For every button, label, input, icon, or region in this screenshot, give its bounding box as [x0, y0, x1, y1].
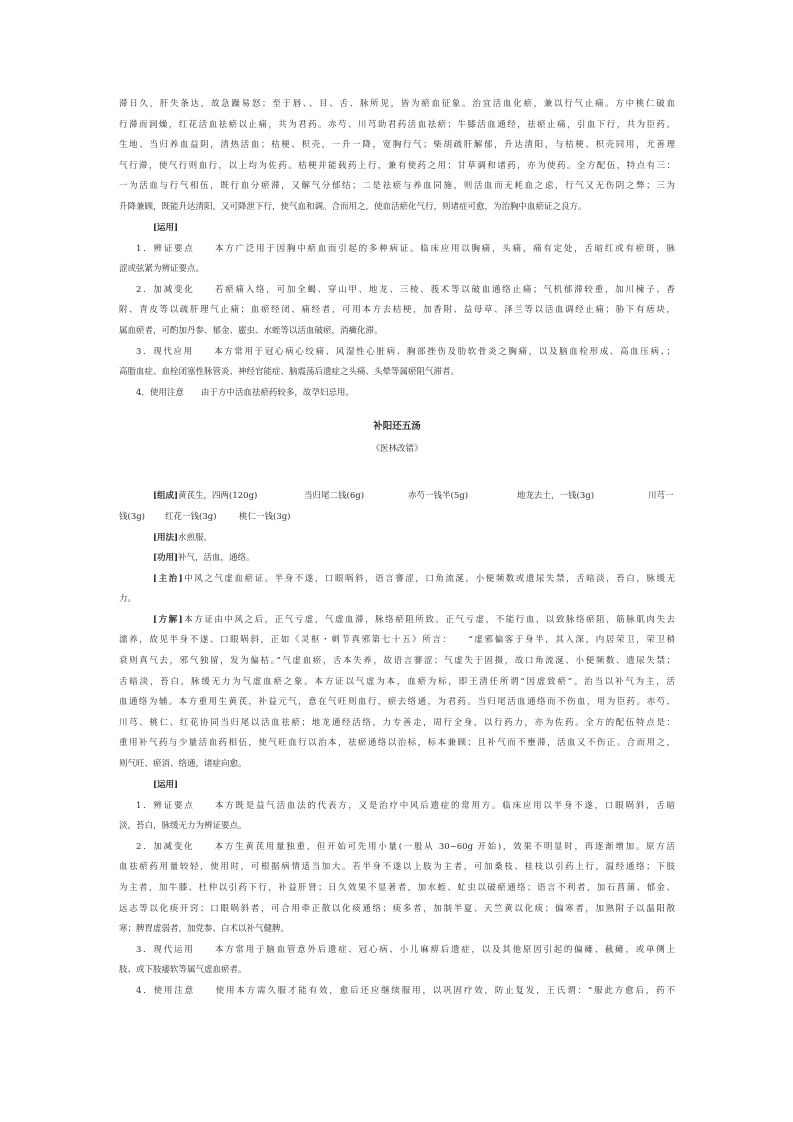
- text-line: 生地、当归养血益阴，清热活血；桔梗、枳壳，一升一降，宽胸行气；柴胡疏肝解郁，升达清阳，与桔梗、枳壳同用，尤善理: [119, 140, 675, 151]
- text-line: 属血瘀者，可酌加丹参、郁金、䗪虫、水蛭等以活血破瘀，消癥化滞。: [119, 325, 383, 336]
- analysis-section: [119, 610, 675, 775]
- text-line: 肢、或下肢痿软等属气虚血瘀者。: [119, 965, 247, 976]
- ingredient: 川芎一: [648, 491, 674, 502]
- text-line: 3．现代应用 本方常用于冠心病心绞痛、风湿性心脏病、胸部挫伤及肋软骨炎之胸痛，以及脑血栓形成、高血压病、；: [136, 346, 675, 357]
- text-line: [119, 569, 675, 590]
- document-page: [119, 94, 675, 1002]
- text-line: 附、青皮等以疏肝理气止痛；血瘀经闭、痛经者，可用本方去桔梗，加香附、益母草、泽兰等以活血调经止痛；胁下有痞块，: [119, 305, 675, 316]
- top-paragraph: [119, 94, 675, 218]
- indication-section: [119, 569, 675, 610]
- usage-method-text: 水煎服。: [178, 532, 213, 543]
- ingredient: 红花一钱(3g): [165, 511, 217, 522]
- text-line: 寒；脾胃虚弱者，加党参、白术以补气健脾。: [119, 924, 290, 935]
- text-line: 川芎、桃仁、红花协同当归尾以活血祛瘀；地龙通经活络，力专善走，周行全身，以行药力，亦为佐药。全方的配伍特点是：: [119, 717, 675, 728]
- text-line: 重用补气药与少量活血药相伍，使气旺血行以治本，祛瘀通络以治标，标本兼顾；且补气而不壅滞，活血又不伤正。合而用之，: [119, 738, 675, 749]
- usage-heading: [运用]: [153, 779, 179, 790]
- text-line: 一为活血与行气相伍，既行血分瘀滞，又解气分郁结；二是祛瘀与养血同施，则活血而无耗血之虑，行气又无伤阴之弊；三为: [119, 181, 675, 192]
- usage-method-label: [用法]: [153, 532, 179, 543]
- analysis-label: [方解]: [153, 614, 183, 625]
- formula-title: 补阳还五汤: [373, 421, 421, 433]
- text-line: 血通络为辅。本方重用生黄芪，补益元气，意在气旺则血行，瘀去络通，为君药。当归尾活血通络而不伤血，用为臣药。赤芍、: [119, 697, 675, 708]
- usage-section-2: [119, 775, 675, 1002]
- text-line: 为主者，加牛膝、杜仲以引药下行，补益肝肾；日久效果不显著者，加水蛭、虻虫以破瘀通络；语言不利者，加石菖蒲、郁金、: [119, 883, 675, 893]
- ingredient: 黄芪生，四两(120g): [178, 491, 258, 502]
- text-line: 1．辨证要点 本方广泛用于因胸中瘀血而引起的多种病证。临床应用以胸痛，头痛，痛有定处，舌暗红或有瘀斑，脉: [136, 243, 675, 254]
- ingredient: 钱(3g): [119, 511, 145, 522]
- text-line: 3．现代运用 本方常用于脑血管意外后遗症、冠心病、小儿麻痹后遗症，以及其他原因引起的偏瘫、截瘫，或单侧上: [136, 944, 675, 955]
- text-line: 远志等以化痰开窍；口眼㖞斜者，可合用牵正散以化痰通络；痰多者，加制半夏、天竺黄以化痰；偏寒者，加熟附子以温阳散: [119, 903, 675, 914]
- text-line: [119, 610, 675, 631]
- indication-text: 中风之气虚血瘀证。半身不遂，口眼㖞斜，语言謇涩，口角流涎，小便频数或遗尿失禁，舌暗淡，苔白，脉缓无: [182, 573, 675, 584]
- text-line: 4．使用注意 由于方中活血祛瘀药较多，故孕妇忌用。: [136, 387, 354, 398]
- text-line: 力。: [119, 594, 137, 605]
- effect-text: 补气，活血，通络。: [178, 553, 255, 564]
- text-line: 则气旺、瘀消、络通，诸症向愈。: [119, 759, 247, 770]
- composition-section: [119, 486, 675, 527]
- text-line: 2．加减变化 若瘀痛入络，可加全蝎、穿山甲、地龙、三棱、莪术等以破血通络止痛；气机郁滞较重，加川楝子、香: [136, 284, 675, 295]
- text-line: 涩或弦紧为辨证要点。: [119, 264, 205, 275]
- usage-heading: [运用]: [153, 222, 179, 233]
- text-line: 滞日久，肝失条达，故急躁易怒；至于唇、、目、舌、脉所见，皆为瘀血征象。治宜活血化瘀，兼以行气止痛。方中桃仁破血: [119, 99, 675, 109]
- text-line: 血祛瘀药用量较轻，使用时，可根据病情适当加大。若半身不遂以上肢为主者，可加桑枝、桂枝以引药上行，温经通络；下肢: [119, 862, 675, 873]
- analysis-text: 本方证由中风之后，正气亏虚，气虚血滞，脉络瘀阻所致。正气亏虚，不能行血，以致脉络瘀阻，筋脉肌肉失去: [182, 614, 675, 625]
- text-line: 2．加减变化 本方生黄芪用量独重，但开始可先用小量(一般从 30~60g 开始)，效果不明显时，再逐渐增加。原方活: [136, 841, 675, 852]
- usage-method-line: [119, 528, 675, 549]
- ingredient: 地龙去土，一钱(3g): [517, 491, 595, 502]
- ingredient: 赤芍一钱半(5g): [408, 491, 469, 502]
- usage-section-1: [119, 218, 675, 404]
- text-line: 高脂血症、血栓闭塞性脉管炎、神经官能症、脑震荡后遗症之头痛、头晕等属瘀阻气滞者。: [119, 367, 460, 378]
- indication-label: [主治]: [153, 573, 183, 584]
- ingredient: 桃仁一钱(3g): [239, 511, 291, 522]
- composition-label: [组成]: [153, 491, 179, 502]
- text-line: 升降兼顾，既能升达清阳，又可降泄下行，使气血和调。合而用之，使血活瘀化气行，则诸症可愈，为治胸中血瘀证之良方。: [119, 201, 587, 212]
- text-line: 1．辨证要点 本方既是益气活血法的代表方，又是治疗中风后遗症的常用方。临床应用以半身不遂，口眼㖞斜，舌暗: [136, 800, 675, 811]
- composition-line: [119, 507, 675, 528]
- composition-line: [119, 486, 675, 507]
- text-line: 4．使用注意 使用本方需久服才能有效，愈后还应继续服用，以巩固疗效，防止复发，王氏谓：“服此方愈后，药不: [136, 985, 675, 996]
- formula-source: 《医林改错》: [371, 444, 423, 455]
- text-line: 行滞而润燥，红花活血祛瘀以止痛，共为君药。赤芍、川芎助君药活血祛瘀；牛膝活血通经，祛瘀止痛，引血下行，共为臣药。: [119, 119, 675, 130]
- ingredient: 当归尾二钱(6g): [304, 491, 365, 502]
- text-line: 濡养，故见半身不遂、口眼㖞斜，正如《灵枢・刺节真邪第七十五》所言： “虚邪偏客于身半，其入深，内居荣卫，荣卫稍: [119, 635, 675, 646]
- text-line: 气行滞，使气行则血行，以上均为佐药。桔梗并能载药上行，兼有使药之用；甘草调和诸药，亦为使药。全方配伍，特点有三：: [119, 160, 675, 171]
- text-line: 淡，苔白，脉缓无力为辨证要点。: [119, 821, 247, 832]
- effect-label: [功用]: [153, 553, 179, 564]
- text-line: 衰则真气去，邪气独留，发为偏枯。”气虚血瘀，舌本失养，故语言謇涩；气虚失于固摄，故口角流涎、小便频数、遗尿失禁；: [119, 656, 675, 667]
- text-line: 舌暗淡，苔白，脉缓无力为气虚血瘀之象。本方证以气虚为本，血瘀为标，即王清任所谓“因虚致瘀”。治当以补气为主，活: [119, 676, 675, 687]
- effect-line: [119, 548, 675, 569]
